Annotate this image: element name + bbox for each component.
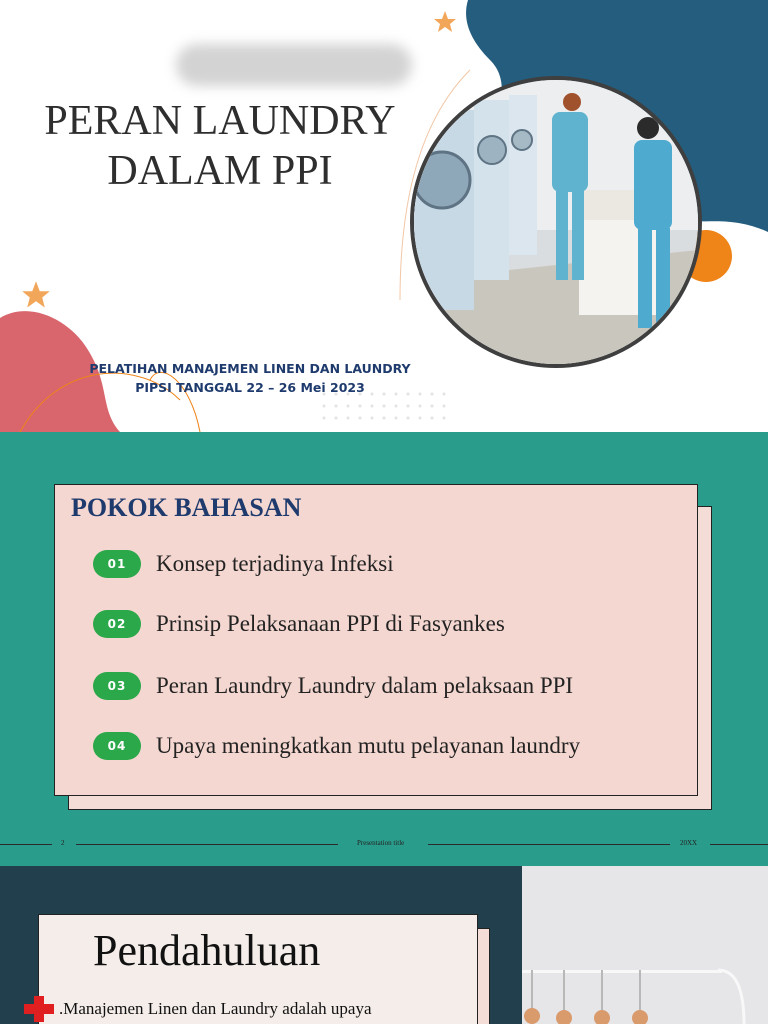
footer-divider: [710, 844, 768, 845]
agenda-item: [93, 729, 580, 763]
slide-title-text: [20, 96, 420, 196]
title-line-2: DALAM PPI: [107, 148, 333, 194]
slide-intro: [0, 866, 768, 1024]
slide-agenda: [0, 432, 768, 866]
intro-body-text: .Manajemen Linen dan Laundry adalah upaya: [59, 999, 372, 1018]
intro-card: [38, 914, 478, 1024]
title-line-1: PERAN LAUNDRY: [44, 98, 396, 144]
medical-cross-icon: [22, 994, 56, 1024]
item-number-badge: 03: [93, 672, 141, 700]
item-number-badge: 01: [93, 550, 141, 578]
item-text: Peran Laundry Laundry dalam pelaksaan PPI: [156, 673, 574, 698]
intro-heading: Pendahuluan: [93, 926, 321, 975]
item-text: Upaya meningkatkan mutu pelayanan laundry: [156, 733, 581, 758]
footer-divider: [0, 844, 52, 845]
item-text: Prinsip Pelaksanaan PPI di Fasyankes: [156, 611, 505, 636]
subtitle-line-1: PELATIHAN MANAJEMEN LINEN DAN LAUNDRY: [89, 361, 411, 376]
blurred-logo: [176, 44, 412, 86]
footer-divider: [428, 844, 670, 845]
laundry-room-photo: [410, 76, 702, 368]
footer-year: 20XX: [680, 839, 698, 847]
subtitle-line-2: PIPSI TANGGAL 22 – 26 Mei 2023: [135, 380, 365, 395]
slide-subtitle: [60, 359, 440, 397]
hanger-rack-photo: [522, 866, 768, 1024]
agenda-item: [93, 547, 394, 581]
star-icon: [433, 10, 457, 34]
agenda-item: [93, 669, 573, 703]
footer-divider: [76, 844, 338, 845]
footer-title: Presentation title: [357, 839, 405, 847]
agenda-card: [54, 484, 698, 796]
item-text: Konsep terjadinya Infeksi: [156, 551, 394, 576]
slide-title: [0, 0, 768, 432]
agenda-item: [93, 607, 505, 641]
item-number-badge: 02: [93, 610, 141, 638]
footer-page-number: 2: [61, 839, 65, 847]
item-number-badge: 04: [93, 732, 141, 760]
agenda-heading: POKOK BAHASAN: [71, 493, 302, 522]
star-icon: [21, 280, 51, 310]
